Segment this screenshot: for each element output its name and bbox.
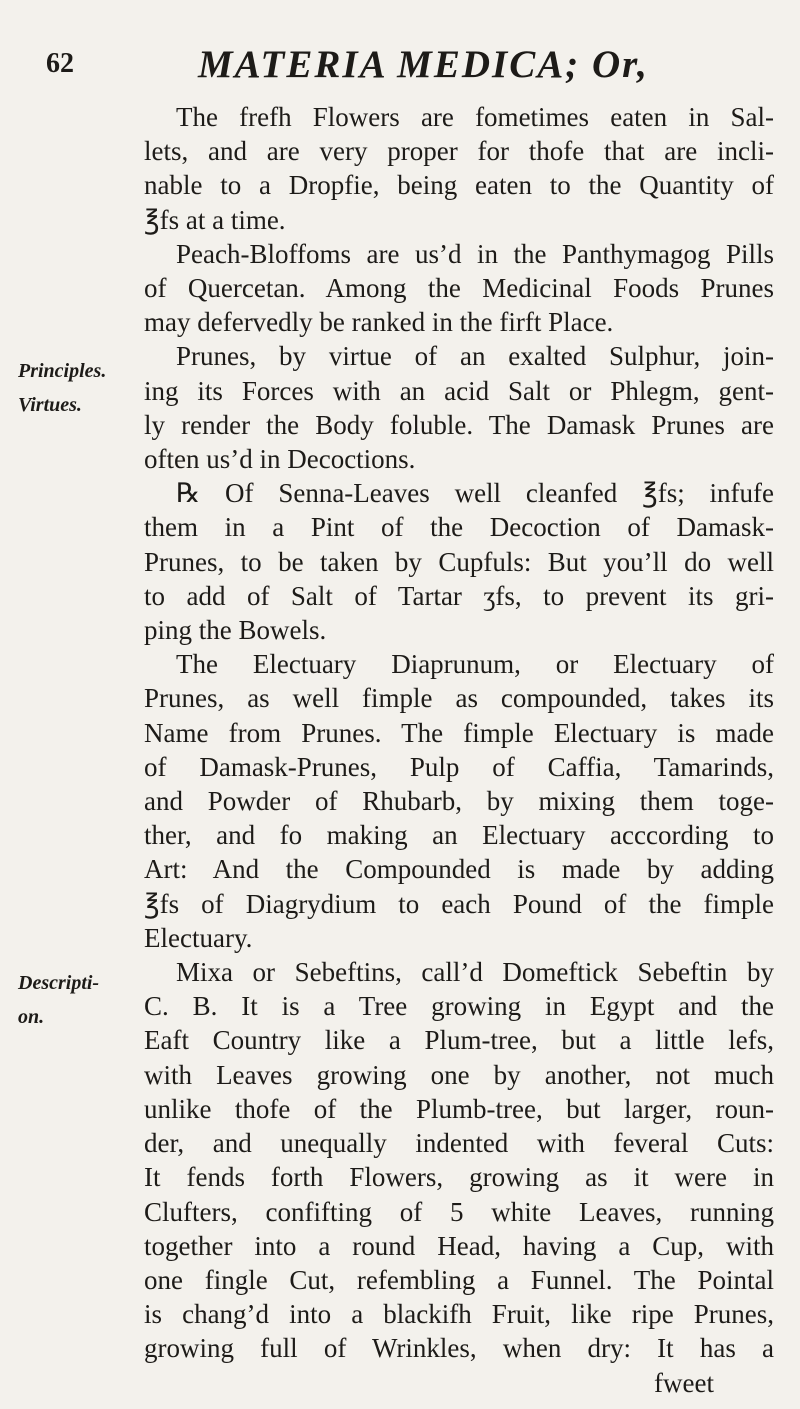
margin-note-description: Descripti-: [18, 972, 100, 994]
text-line: Eaft Country like a Plum-tree, but a little lefs,: [144, 1025, 774, 1056]
text-line: ing its Forces with an acid Salt or Phlegm, gent-: [144, 375, 774, 406]
page-number: 62: [46, 48, 74, 79]
text-line: ly render the Body foluble. The Damask Prunes are: [144, 409, 774, 440]
text-line: may defervedly be ranked in the firft Place.: [144, 307, 614, 338]
margin-note-principles: Principles.: [18, 360, 107, 382]
text-line: Prunes, by virtue of an exalted Sulphur, join-: [176, 341, 774, 372]
text-line: lets, and are very proper for thofe that are incli-: [144, 136, 774, 167]
text-line: C. B. It is a Tree growing in Egypt and the: [144, 991, 774, 1022]
margin-note-virtues: Virtues.: [18, 394, 82, 416]
text-line: Art: And the Compounded is made by adding: [144, 854, 774, 885]
text-line: of Damask-Prunes, Pulp of Caffia, Tamarinds,: [144, 751, 774, 782]
catchword: fweet: [654, 1367, 714, 1398]
body-text: [144, 100, 774, 1400]
text-line: Electuary.: [144, 922, 253, 953]
text-line: Prunes, to be taken by Cupfuls: But you’ll do well: [144, 546, 774, 577]
text-line: them in a Pint of the Decoction of Damask-: [144, 512, 774, 543]
text-line: often us’d in Decoctions.: [144, 444, 416, 475]
text-line: and Powder of Rhubarb, by mixing them toge-: [144, 786, 774, 817]
text-line: Mixa or Sebeftins, call’d Domeftick Sebeftin by: [176, 957, 774, 988]
text-line: Peach-Bloffoms are us’d in the Panthymagog Pills: [176, 238, 774, 269]
text-line: nable to a Dropfie, being eaten to the Quantity of: [144, 170, 774, 201]
text-line: ℞ Of Senna-Leaves well cleanfed ℥fs; infufe: [176, 478, 774, 509]
text-line: with Leaves growing one by another, not much: [144, 1059, 774, 1090]
text-line: Clufters, confifting of 5 white Leaves, running: [144, 1196, 774, 1227]
text-line: ther, and fo making an Electuary acccording to: [144, 820, 774, 851]
text-line: together into a round Head, having a Cup, with: [144, 1230, 774, 1261]
text-line: The Electuary Diaprunum, or Electuary of: [176, 649, 774, 680]
margin-note-description-cont: on.: [18, 1006, 45, 1028]
text-line: It fends forth Flowers, growing as it were in: [144, 1162, 774, 1193]
text-line: to add of Salt of Tartar ʒfs, to prevent its gri-: [144, 580, 774, 611]
text-line: Name from Prunes. The fimple Electuary is made: [144, 717, 774, 748]
text-line: The frefh Flowers are fometimes eaten in Sal-: [176, 102, 774, 132]
text-line: growing full of Wrinkles, when dry: It has a: [144, 1333, 774, 1364]
text-line: unlike thofe of the Plumb-tree, but larger, roun-: [144, 1093, 774, 1124]
running-title: MATERIA MEDICA; Or,: [198, 43, 649, 86]
text-line: ping the Bowels.: [144, 615, 327, 646]
text-line: of Quercetan. Among the Medicinal Foods Prunes: [144, 273, 774, 304]
text-line: one fingle Cut, refembling a Funnel. The Pointal: [144, 1264, 774, 1295]
text-line: ℥fs of Diagrydium to each Pound of the fimple: [144, 888, 774, 919]
text-line: Prunes, as well fimple as compounded, takes its: [144, 683, 774, 714]
text-line: der, and unequally indented with feveral Cuts:: [144, 1128, 774, 1159]
page-header: [46, 40, 760, 100]
text-line: ℥fs at a time.: [144, 204, 286, 235]
text-line: is chang’d into a blackifh Fruit, like ripe Prunes,: [144, 1299, 774, 1330]
